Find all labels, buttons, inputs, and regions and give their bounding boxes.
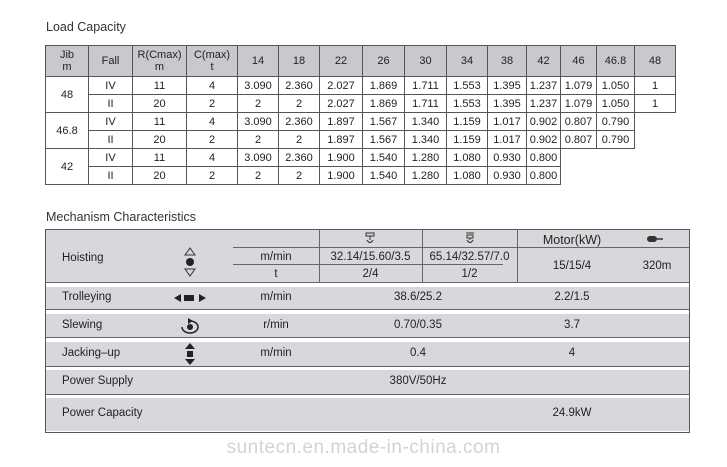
load-cell: 1.159 <box>447 131 488 149</box>
trolleying-unit: m/min <box>260 291 292 303</box>
jacking-speed: 0.4 <box>410 347 426 359</box>
jacking-unit: m/min <box>260 347 292 359</box>
empty-cell <box>561 167 597 185</box>
divider <box>233 264 503 265</box>
trolleying-label: Trolleying <box>62 291 112 303</box>
hoisting-load-a: 2/4 <box>362 268 379 280</box>
load-cell: 0.930 <box>488 149 527 167</box>
load-cell: 0.807 <box>561 113 597 131</box>
load-cell: 1.395 <box>488 95 527 113</box>
load-cell: 1.869 <box>363 77 405 95</box>
table-row <box>46 149 676 167</box>
divider <box>233 247 689 248</box>
load-cell: 1.280 <box>405 149 447 167</box>
hook-double-icon <box>464 232 476 245</box>
load-cell: 0.902 <box>527 131 561 149</box>
load-cell: 1.017 <box>488 131 527 149</box>
fall-cell: IV <box>89 113 133 131</box>
motor-header: Motor(kW) <box>542 233 602 247</box>
load-cell: 2.360 <box>279 113 320 131</box>
slewing-speed: 0.70/0.35 <box>394 319 442 331</box>
load-cell: 1.567 <box>363 131 405 149</box>
power-capacity-label: Power Capacity <box>62 407 143 419</box>
load-cell: 1.897 <box>320 113 363 131</box>
rope-drum-icon <box>646 234 664 244</box>
load-cell: 1.553 <box>447 77 488 95</box>
load-header-row <box>46 46 676 77</box>
jib-cell: 48 <box>46 77 89 113</box>
load-cell: 1.553 <box>447 95 488 113</box>
jacking-updown-icon <box>185 343 195 365</box>
dist-header: 38 <box>488 46 527 77</box>
load-cell: 0.800 <box>527 149 561 167</box>
radius-cell: 11 <box>133 149 187 167</box>
table-row <box>46 113 676 131</box>
load-cell: 2 <box>279 167 320 185</box>
load-cell: 1.237 <box>527 77 561 95</box>
empty-cell <box>635 113 676 131</box>
load-cell: 1.897 <box>320 131 363 149</box>
jacking-label: Jacking–up <box>62 347 121 359</box>
watermark: suntecn.en.made-in-china.com <box>226 437 501 458</box>
jacking-motor: 4 <box>568 347 576 359</box>
load-cell: 1.567 <box>363 113 405 131</box>
empty-cell <box>561 149 597 167</box>
dist-header: 14 <box>238 46 279 77</box>
slewing-rotate-icon <box>179 318 201 334</box>
load-cell: 1.900 <box>320 167 363 185</box>
capacity-cell: 2 <box>187 131 238 149</box>
hoisting-speed-a: 32.14/15.60/3.5 <box>330 251 411 263</box>
load-cell: 1.340 <box>405 113 447 131</box>
load-cell: 1.711 <box>405 77 447 95</box>
load-cell: 1.340 <box>405 131 447 149</box>
load-cell: 1 <box>635 77 676 95</box>
trolleying-motor: 2.2/1.5 <box>554 291 590 303</box>
load-cell: 2 <box>279 131 320 149</box>
load-cell: 2.027 <box>320 95 363 113</box>
dist-header: 42 <box>527 46 561 77</box>
load-cell: 1.080 <box>447 149 488 167</box>
capacity-cell: 2 <box>187 167 238 185</box>
jib-header: Jib m <box>46 46 89 77</box>
load-cell: 3.090 <box>238 77 279 95</box>
load-cell: 2.360 <box>279 149 320 167</box>
load-cell: 1.237 <box>527 95 561 113</box>
load-cell: 2 <box>238 131 279 149</box>
dist-header: 46.8 <box>597 46 635 77</box>
dist-header: 48 <box>635 46 676 77</box>
load-cell: 0.930 <box>488 167 527 185</box>
capacity-cell: 4 <box>187 149 238 167</box>
load-cell: 3.090 <box>238 149 279 167</box>
fall-cell: II <box>89 131 133 149</box>
fall-cell: IV <box>89 77 133 95</box>
load-cell: 1.869 <box>363 95 405 113</box>
load-cell: 1.079 <box>561 77 597 95</box>
load-cell: 0.790 <box>597 131 635 149</box>
fall-cell: II <box>89 167 133 185</box>
hoisting-rope: 320m <box>642 260 672 272</box>
load-cell: 0.807 <box>561 131 597 149</box>
trolley-arrows-icon <box>174 293 206 303</box>
load-cell: 1.017 <box>488 113 527 131</box>
load-cell: 1.080 <box>447 167 488 185</box>
trolleying-speed: 38.6/25.2 <box>394 291 442 303</box>
load-cell: 2 <box>238 167 279 185</box>
load-cell: 1.711 <box>405 95 447 113</box>
slewing-unit: r/min <box>263 319 289 331</box>
load-cell: 0.800 <box>527 167 561 185</box>
jib-cell: 42 <box>46 149 89 185</box>
hook-single-icon <box>364 232 376 245</box>
hoisting-load-unit: t <box>274 268 278 280</box>
mechanism-title: Mechanism Characteristics <box>46 210 197 224</box>
empty-cell <box>635 131 676 149</box>
table-row <box>46 131 676 149</box>
capacity-cell: 2 <box>187 95 238 113</box>
table-row <box>46 77 676 95</box>
radius-cell: 11 <box>133 113 187 131</box>
load-capacity-title: Load Capacity <box>46 20 126 34</box>
hoisting-motor: 15/15/4 <box>552 260 592 272</box>
hoisting-updown-icon <box>184 247 196 277</box>
dist-header: 22 <box>320 46 363 77</box>
load-cell: 1.050 <box>597 77 635 95</box>
dist-header: 34 <box>447 46 488 77</box>
load-cell: 2 <box>279 95 320 113</box>
table-row <box>46 167 676 185</box>
empty-cell <box>635 167 676 185</box>
table-row <box>46 95 676 113</box>
mechanism-table <box>45 229 690 433</box>
load-cell: 1.050 <box>597 95 635 113</box>
load-cell: 1.540 <box>363 149 405 167</box>
power-capacity-value: 24.9kW <box>552 407 592 419</box>
load-cell: 0.790 <box>597 113 635 131</box>
load-cell: 1.395 <box>488 77 527 95</box>
load-cell: 0.902 <box>527 113 561 131</box>
load-cell: 1.280 <box>405 167 447 185</box>
hoisting-speed-unit: m/min <box>260 251 292 263</box>
load-cell: 3.090 <box>238 113 279 131</box>
load-cell: 1.159 <box>447 113 488 131</box>
slewing-motor: 3.7 <box>564 319 580 331</box>
load-cell: 2.360 <box>279 77 320 95</box>
dist-header: 30 <box>405 46 447 77</box>
dist-header: 46 <box>561 46 597 77</box>
load-cell: 1.900 <box>320 149 363 167</box>
empty-cell <box>635 149 676 167</box>
radius-cell: 20 <box>133 167 187 185</box>
dist-header: 26 <box>363 46 405 77</box>
radius-cell: 20 <box>133 131 187 149</box>
fall-cell: II <box>89 95 133 113</box>
hoisting-speed-b: 65.14/32.57/7.0 <box>429 251 510 263</box>
radius-cell: 20 <box>133 95 187 113</box>
hoisting-label: Hoisting <box>62 252 104 264</box>
load-cell: 1 <box>635 95 676 113</box>
radius-header: R(Cmax) m <box>133 46 187 77</box>
fall-header: Fall <box>89 46 133 77</box>
power-supply-value: 380V/50Hz <box>389 375 447 387</box>
hoisting-load-b: 1/2 <box>461 268 478 280</box>
empty-cell <box>597 149 635 167</box>
load-cell: 1.079 <box>561 95 597 113</box>
jib-cell: 46.8 <box>46 113 89 149</box>
load-cell: 2.027 <box>320 77 363 95</box>
capacity-cell: 4 <box>187 77 238 95</box>
capacity-header: C(max) t <box>187 46 238 77</box>
load-capacity-table <box>45 45 676 185</box>
load-cell: 2 <box>238 95 279 113</box>
empty-cell <box>597 167 635 185</box>
load-cell: 1.540 <box>363 167 405 185</box>
fall-cell: IV <box>89 149 133 167</box>
radius-cell: 11 <box>133 77 187 95</box>
dist-header: 18 <box>279 46 320 77</box>
slewing-label: Slewing <box>62 319 103 331</box>
capacity-cell: 4 <box>187 113 238 131</box>
power-supply-label: Power Supply <box>62 375 133 387</box>
